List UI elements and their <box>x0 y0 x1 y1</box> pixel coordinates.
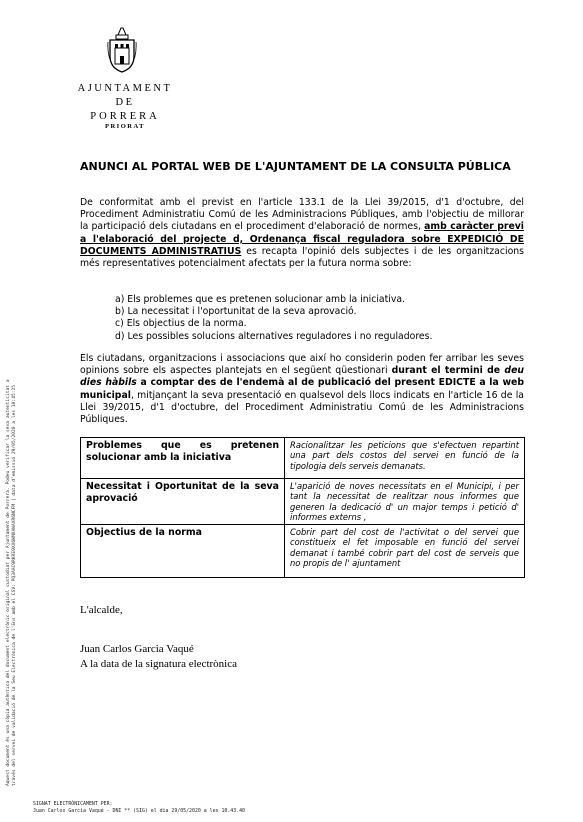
submission-text: Els ciutadans, organitzacions i associacions que així ho considerin poden fer arribar les seves opinions sobre els aspectes plantejats en el següent qüestionari <box>80 353 524 377</box>
verification-side-note <box>6 286 18 786</box>
deadline-days-text: deu dies hàbils <box>80 365 525 389</box>
table-question: Necessitat i Oportunitat de la seva aprovació <box>81 479 285 525</box>
submission-text-rest: , mitjançant la seva presentació en qualsevol dels llocs indicats en l'article 16 de la Llei 39/2015, d'1 d'octubre, del Procediment Administratiu Comú de les Administracions Públiques. <box>80 389 524 426</box>
footer-line: SIGNAT ELECTRÒNICAMENT PER: <box>33 801 113 807</box>
list-item: d) Les possibles solucions alternatives reguladores i no reguladores. <box>115 330 433 342</box>
intro-text-rest: es recapta l'opinió dels subjectes i de les organitzacions més representatives potencialment afectats per la futura norma sobre: <box>80 245 524 270</box>
side-note-line: Aquest document és una còpia autèntica del document electrònic original custodiat per Ajuntament de Porrera. Podeu verificar la seva autenticitat a <box>6 379 11 786</box>
table-answer: L'aparició de noves necessitats en el Municipi, i per tant la necessitat de realitzar nous informes que generen la dedicació d' un major temps i petició d' informes externs , <box>285 479 525 525</box>
submission-paragraph <box>80 353 524 426</box>
emphasis-text: amb caràcter previ a l'elaboració del projecte d, Ordenança fiscal reguladora sobre EXPEDICIÓ DE DOCUMENTS ADMINISTRATIUS <box>80 221 524 257</box>
table-row <box>81 438 525 479</box>
table-answer: Cobrir part del cost de l'activitat o del servei que constitueix el fet imposable en funció del servei demanat i també cobrir part del cost de serveis que no propis de l' ajuntament <box>285 525 525 578</box>
region-name: PRIORAT <box>105 123 145 130</box>
deadline-text: durant el termini de <box>391 365 505 377</box>
table-answer: Racionalitzar les peticions que s'efectuen repartint una part dels costos del servei en funció de la tipologia dels serveis demanats. <box>285 438 525 479</box>
table-question: Problemes que es pretenen solucionar amb la iniciativa <box>81 438 285 479</box>
table-row <box>81 479 525 525</box>
side-note-line: través del servei de validació de la Seu Electrònica de l'Ens amb el CSV: PQ3AAC9RKRE9XX6WMXAWAXR6NCFM | data d'emissió 29/05/2020 a les 10:45:25 <box>12 384 17 786</box>
signature-closing: L'alcalde, <box>80 604 123 616</box>
list-item: b) La necessitat i l'oportunitat de la seva aprovació. <box>115 306 357 318</box>
electronic-signature-footer <box>33 801 245 814</box>
topics-list <box>115 294 432 343</box>
municipality-name-line: AJUNTAMENT <box>77 83 173 94</box>
municipality-name-line: PORRERA <box>90 111 160 122</box>
table-row <box>81 525 525 578</box>
consultation-table <box>80 437 525 578</box>
page-title: ANUNCI AL PORTAL WEB DE L'AJUNTAMENT DE LA CONSULTA PÚBLICA <box>80 160 511 173</box>
table-question: Objectius de la norma <box>81 525 285 578</box>
list-item: c) Els objectius de la norma. <box>115 318 247 330</box>
signature-date-note: A la data de la signatura electrònica <box>80 658 237 670</box>
intro-text: De conformitat amb el previst en l'article 133.1 de la Llei 39/2015, d'1 d'octubre, del Procediment Administratiu Comú de les Administracions Públiques, amb l'objectiu de millorar la participació dels ciutadans en el procediment d'elaboració de normes, <box>80 197 524 233</box>
intro-paragraph <box>80 197 524 270</box>
deadline-text-rest: a comptar des de l'endemà al de publicació del present EDICTE a la web municipal <box>80 377 524 401</box>
list-item: a) Els problemes que es pretenen solucionar amb la iniciativa. <box>115 294 406 305</box>
signatory-name: Juan Carlos Garcia Vaqué <box>80 643 194 655</box>
footer-line: Juan Carlos Garcia Vaqué - DNI ** (SIG) el dia 29/05/2020 a les 10.43.40 <box>33 807 245 814</box>
municipality-name-line: DE <box>115 97 135 108</box>
coat-of-arms-icon <box>107 26 137 74</box>
